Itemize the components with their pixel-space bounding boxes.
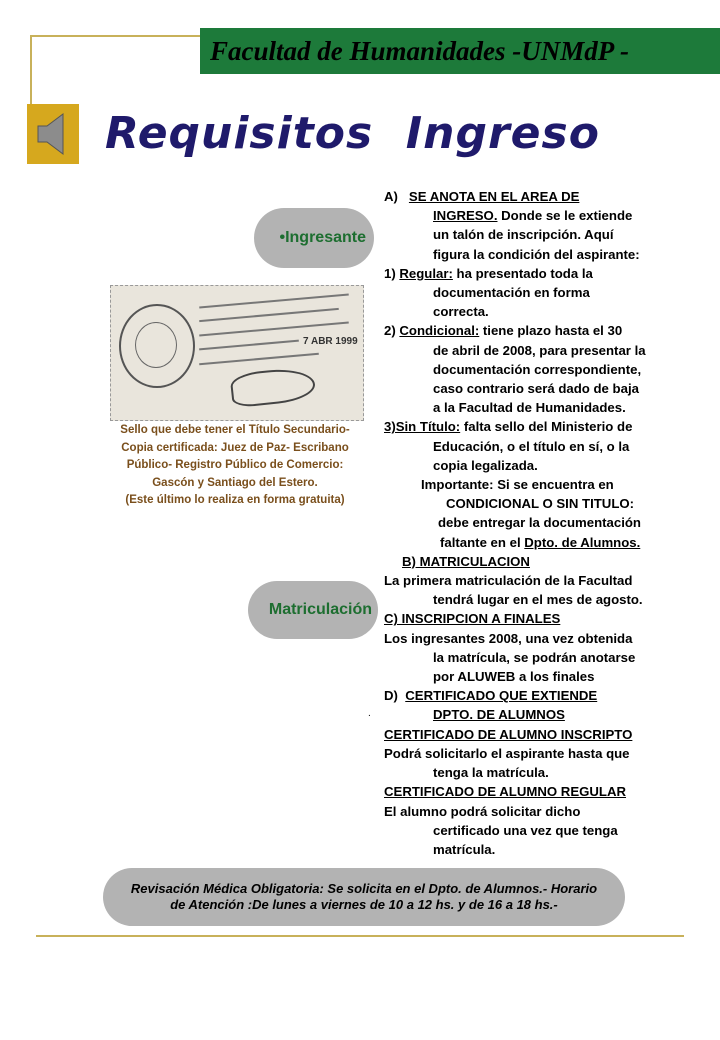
section-d-title-cont: DPTO. DE ALUMNOS [433, 707, 565, 723]
condicional-text: documentación correspondiente, [433, 361, 642, 377]
regular-prefix: 1) [384, 265, 400, 281]
section-b-text: La primera matriculación de la Facultad [384, 573, 633, 589]
medical-notice [103, 868, 625, 926]
caption-line: Gascón y Santiago del Estero. [152, 476, 318, 489]
section-d-prefix: D) [384, 688, 406, 704]
section-a-text: un talón de inscripción. Aquí [433, 227, 614, 243]
stamp-date: 7 ABR 1999 [303, 336, 358, 347]
importante-text: debe entregar la documentación [438, 515, 641, 531]
condicional-text: a la Facultad de Humanidades. [433, 400, 626, 416]
caption-line: Sello que debe tener el Título Secundario- [120, 424, 350, 436]
cert-regular-text: El alumno podrá solicitar dicho [384, 803, 581, 819]
page-title: Requisitos Ingreso [105, 108, 600, 159]
seal-emblem [135, 322, 177, 368]
stray-dot: . [368, 708, 371, 719]
section-a-title: SE ANOTA EN EL AREA DE [408, 189, 580, 204]
section-a-prefix: A) [384, 189, 409, 204]
cert-regular-text: matrícula. [433, 841, 496, 857]
cert-regular-title: CERTIFICADO DE ALUMNO REGULAR [384, 784, 627, 800]
medical-notice-text: Revisación Médica Obligatoria: Se solicita en el Dpto. de Alumnos.- Horario de Atención :De lunes a viernes de 10 a 12 hs. y de 16 a 18 hs.- [130, 881, 598, 912]
requirements-text [384, 187, 714, 859]
sin-titulo-label: 3)Sin Título: [384, 419, 461, 435]
sin-titulo-text: falta sello del Ministerio de [460, 419, 633, 435]
section-c-title: C) INSCRIPCION A FINALES [384, 611, 561, 627]
stamp-text-line [199, 293, 349, 308]
header-title: Facultad de Humanidades -UNMdP - [210, 36, 630, 66]
section-a-text: Donde se le extiende [497, 208, 633, 224]
stamp-text-line [199, 321, 349, 336]
signature-mark [229, 366, 316, 409]
speaker-icon[interactable] [27, 104, 79, 164]
matriculacion-label: Matriculación [268, 601, 372, 618]
ingresante-pill [254, 208, 374, 268]
speaker-icon-svg [27, 104, 79, 164]
cert-inscripto-title: CERTIFICADO DE ALUMNO INSCRIPTO [384, 726, 633, 742]
section-a-text: figura la condición del aspirante: [433, 246, 640, 262]
sin-titulo-text: Educación, o el título en sí, o la [433, 438, 630, 454]
stamp-text-line [199, 353, 319, 365]
importante-text: Importante: Si se encuentra en [421, 477, 614, 493]
caption-line: Público- Registro Público de Comercio: [126, 459, 344, 471]
ingresante-label: •Ingresante [279, 229, 366, 246]
section-d-title: CERTIFICADO QUE EXTIENDE [405, 688, 598, 704]
importante-text: CONDICIONAL O SIN TITULO: [446, 496, 635, 512]
condicional-text: caso contrario será dado de baja [433, 381, 639, 397]
stamp-image [110, 285, 364, 421]
cert-inscripto-text: Podrá solicitarlo el aspirante hasta que [384, 745, 630, 761]
condicional-text: tiene plazo hasta el 30 [479, 323, 623, 339]
matriculacion-pill [248, 581, 378, 639]
stamp-text-line [199, 340, 299, 351]
header-banner [200, 28, 720, 74]
sin-titulo-text: copia legalizada. [433, 457, 538, 473]
cert-inscripto-text: tenga la matrícula. [433, 765, 549, 781]
dpto-alumnos-link[interactable]: Dpto. de Alumnos. [524, 534, 641, 550]
bottom-rule [36, 935, 684, 937]
regular-text: correcta. [433, 304, 489, 320]
regular-label: Regular: [399, 265, 453, 281]
frame-top-rule [30, 35, 210, 37]
caption-line: (Este último lo realiza en forma gratuita) [125, 494, 345, 506]
importante-text: faltante en el [440, 534, 525, 550]
condicional-label: Condicional: [399, 323, 480, 339]
section-b-text: tendrá lugar en el mes de agosto. [433, 592, 643, 608]
stamp-caption [100, 422, 370, 510]
cert-regular-text: certificado una vez que tenga [433, 822, 618, 838]
condicional-text: de abril de 2008, para presentar la [433, 342, 646, 358]
section-a-title-cont: INGRESO. [433, 208, 498, 224]
section-c-text: Los ingresantes 2008, una vez obtenida [384, 630, 633, 646]
regular-text: documentación en forma [433, 285, 590, 301]
caption-line: Copia certificada: Juez de Paz- Escribano [121, 441, 349, 454]
section-c-text: la matrícula, se podrán anotarse [433, 649, 636, 665]
section-c-text: por ALUWEB a los finales [433, 669, 595, 685]
condicional-prefix: 2) [384, 323, 400, 339]
regular-text: ha presentado toda la [452, 265, 593, 281]
section-b-title: B) MATRICULACION [402, 553, 530, 569]
stamp-text-line [199, 308, 339, 322]
